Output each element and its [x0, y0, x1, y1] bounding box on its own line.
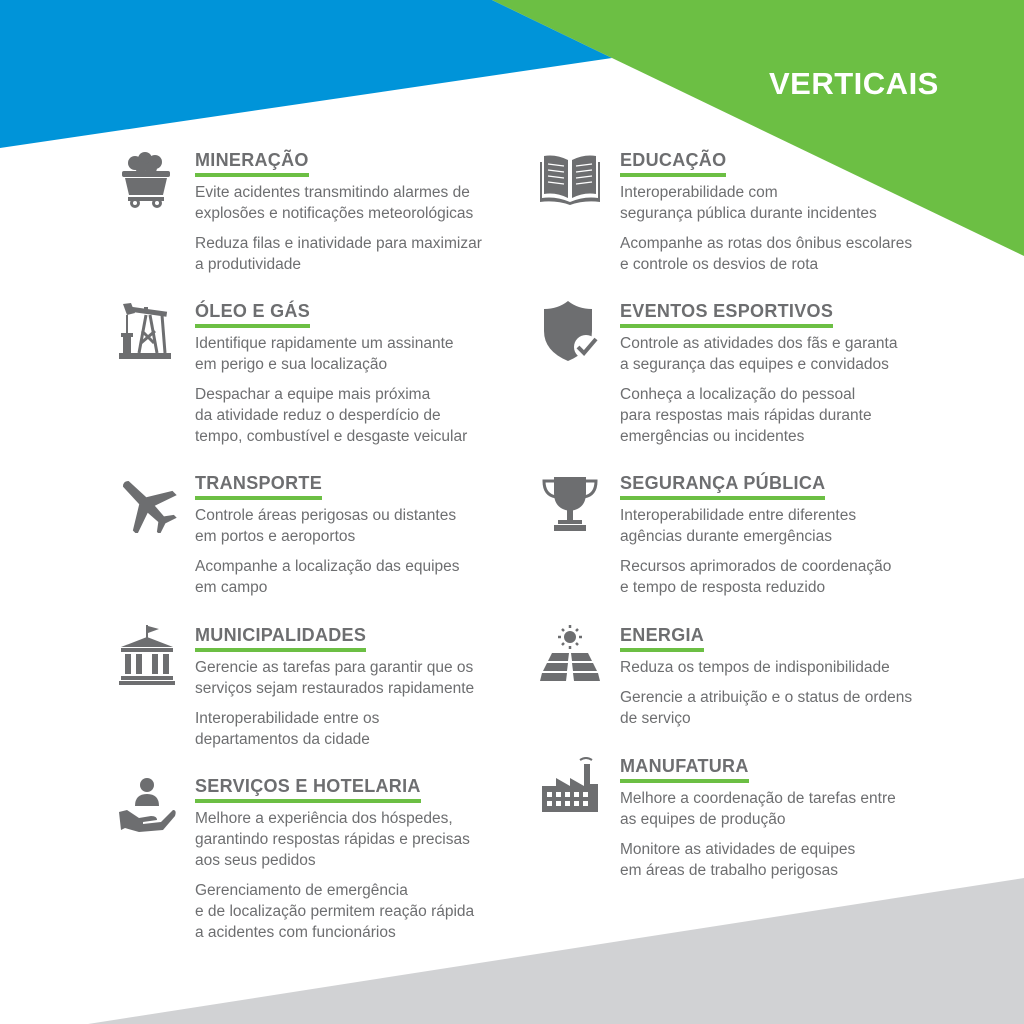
text-oleo-e-gas-2: Despachar a equipe mais próxima da atividade reduz o desperdício de tempo, combustível e desgaste veicular — [195, 386, 468, 445]
text-energia-1: Reduza os tempos de indisponibilidade — [620, 659, 890, 676]
vertical-mineracao — [195, 150, 505, 275]
text-eventos-esportivos-1: Controle as atividades dos fãs e garanta a segurança das equipes e convidados — [620, 335, 898, 373]
trophy-icon — [540, 473, 600, 533]
text-oleo-e-gas-1: Identifique rapidamente um assinante em perigo e sua localização — [195, 335, 454, 373]
text-educacao-1: Interoperabilidade com segurança pública durante incidentes — [620, 184, 877, 222]
text-manufatura-1: Melhore a coordenação de tarefas entre as equipes de produção — [620, 790, 896, 828]
text-transporte-2: Acompanhe a localização das equipes em campo — [195, 558, 460, 596]
vertical-eventos-esportivos — [620, 301, 930, 447]
text-transporte-1: Controle áreas perigosas ou distantes em portos e aeroportos — [195, 507, 457, 545]
text-mineracao-1: Evite acidentes transmitindo alarmes de explosões e notificações meteorológicas — [195, 184, 474, 222]
vertical-municipalidades — [195, 625, 505, 750]
heading-servicos-e-hotelaria: SERVIÇOS E HOTELARIA — [195, 776, 421, 803]
heading-seguranca-publica: SEGURANÇA PÚBLICA — [620, 473, 825, 500]
heading-municipalidades: MUNICIPALIDADES — [195, 625, 366, 652]
hospitality-hand-icon — [117, 776, 177, 836]
vertical-transporte — [195, 473, 505, 598]
text-seguranca-publica-2: Recursos aprimorados de coordenação e tempo de resposta reduzido — [620, 558, 892, 596]
heading-energia: ENERGIA — [620, 625, 704, 652]
oil-pump-icon — [117, 301, 177, 361]
factory-icon — [540, 756, 600, 816]
text-seguranca-publica-1: Interoperabilidade entre diferentes agências durante emergências — [620, 507, 857, 545]
shield-check-icon — [540, 301, 600, 361]
text-servicos-e-hotelaria-1: Melhore a experiência dos hóspedes, garantindo respostas rápidas e precisas aos seus pedidos — [195, 810, 470, 869]
page-title: VERTICAIS — [769, 66, 939, 101]
blue-corner-shape — [0, 0, 612, 148]
heading-eventos-esportivos: EVENTOS ESPORTIVOS — [620, 301, 833, 328]
municipal-building-icon — [117, 625, 177, 685]
text-municipalidades-1: Gerencie as tarefas para garantir que os serviços sejam restaurados rapidamente — [195, 659, 475, 697]
vertical-educacao — [620, 150, 930, 275]
heading-transporte: TRANSPORTE — [195, 473, 322, 500]
vertical-servicos-e-hotelaria — [195, 776, 505, 943]
mining-cart-icon — [117, 150, 177, 210]
text-educacao-2: Acompanhe as rotas dos ônibus escolares e controle os desvios de rota — [620, 235, 913, 273]
text-municipalidades-2: Interoperabilidade entre os departamentos da cidade — [195, 710, 380, 748]
text-mineracao-2: Reduza filas e inatividade para maximizar a produtividade — [195, 235, 482, 273]
airplane-icon — [117, 473, 177, 533]
open-book-icon — [540, 150, 600, 210]
vertical-energia — [620, 625, 930, 729]
vertical-seguranca-publica — [620, 473, 930, 598]
solar-panel-icon — [540, 625, 600, 685]
text-eventos-esportivos-2: Conheça a localização do pessoal para respostas mais rápidas durante emergências ou incidentes — [620, 386, 872, 445]
vertical-manufatura — [620, 756, 930, 881]
text-servicos-e-hotelaria-2: Gerenciamento de emergência e de localização permitem reação rápida a acidentes com funcionários — [195, 882, 475, 941]
text-manufatura-2: Monitore as atividades de equipes em áreas de trabalho perigosas — [620, 841, 856, 879]
heading-mineracao: MINERAÇÃO — [195, 150, 309, 177]
heading-oleo-e-gas: ÓLEO E GÁS — [195, 301, 310, 328]
vertical-oleo-e-gas — [195, 301, 505, 447]
heading-manufatura: MANUFATURA — [620, 756, 749, 783]
heading-educacao: EDUCAÇÃO — [620, 150, 726, 177]
text-energia-2: Gerencie a atribuição e o status de ordens de serviço — [620, 689, 913, 727]
